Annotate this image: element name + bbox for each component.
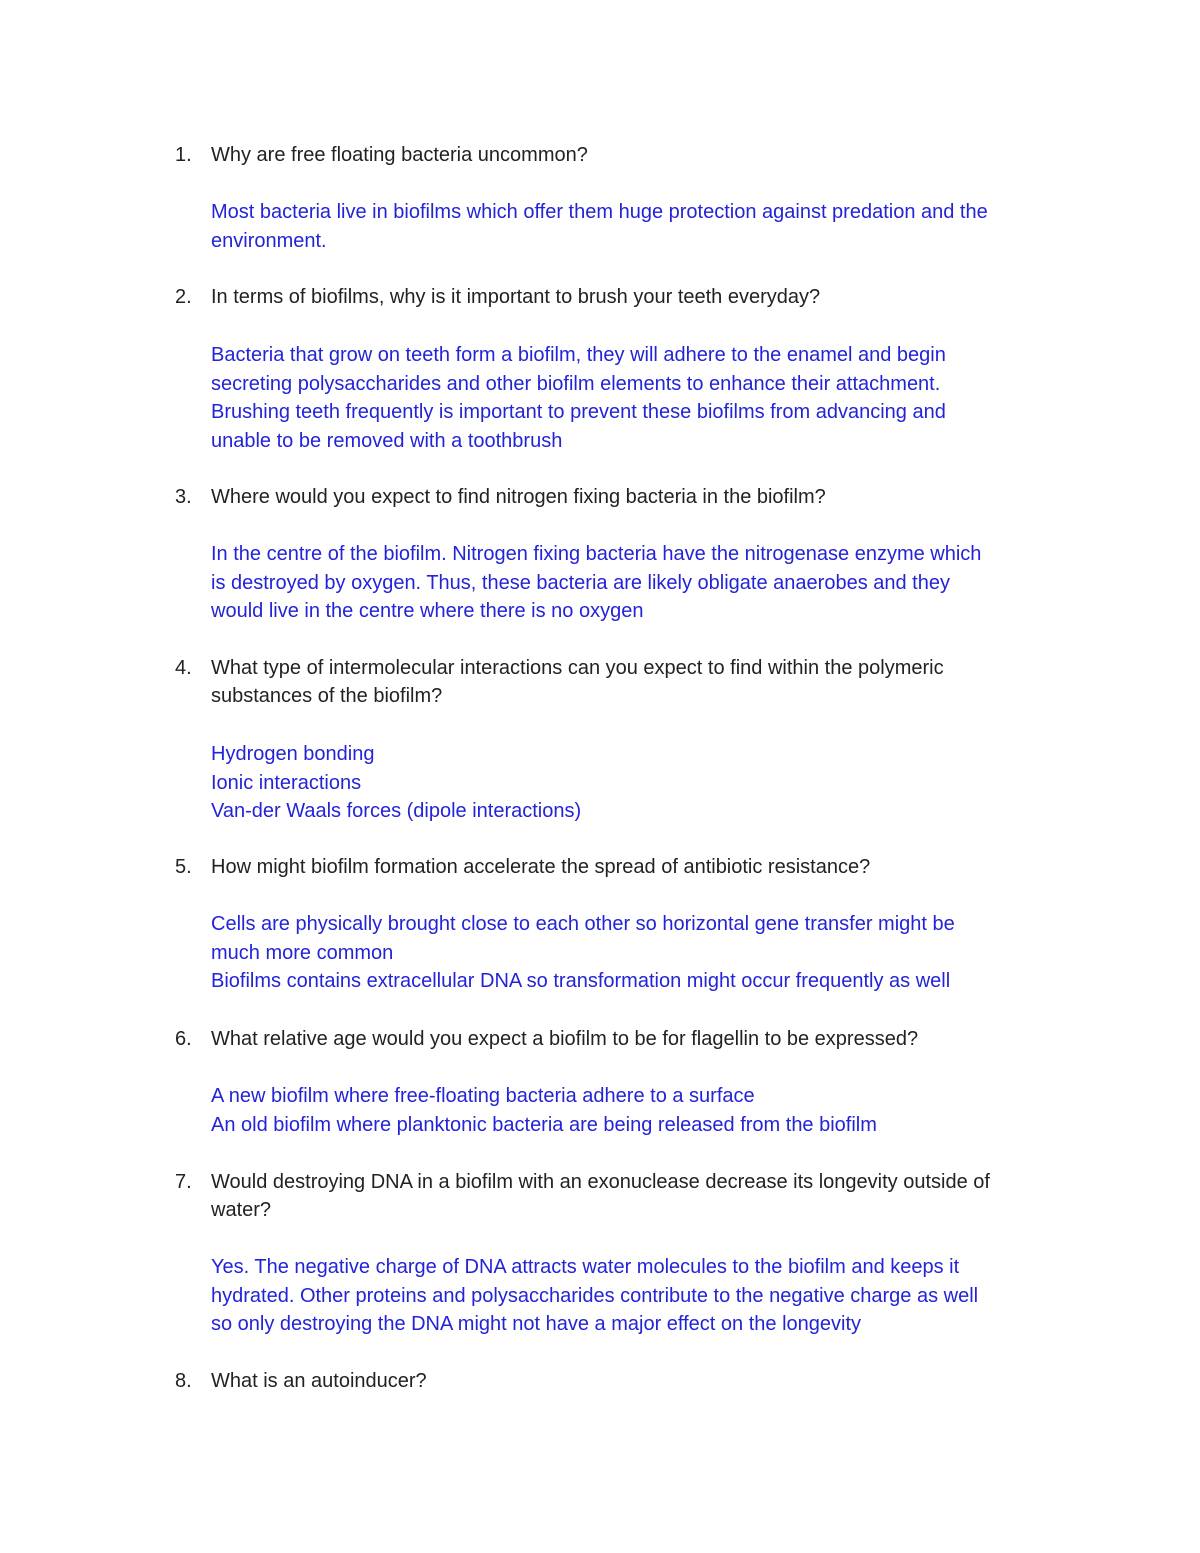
answer-text: [211, 198, 1071, 255]
question-line: What relative age would you expect a biofilm to be for flagellin to be expressed?: [211, 1028, 919, 1050]
question-text: [211, 1025, 1071, 1053]
answer-text: [211, 1253, 1071, 1339]
answer-line: An old biofilm where planktonic bacteria are being released from the biofilm: [211, 1113, 877, 1136]
question-number: 4.: [175, 657, 192, 679]
question-line: What is an autoinducer?: [211, 1370, 427, 1392]
answer-line: Yes. The negative charge of DNA attracts water molecules to the biofilm and keeps it: [211, 1256, 960, 1278]
question-text: [211, 283, 1071, 311]
answer-text: [211, 341, 1071, 455]
answer-text: [211, 740, 1071, 826]
answer-line: so only destroying the DNA might not have a major effect on the longevity: [211, 1313, 861, 1335]
answer-line: Most bacteria live in biofilms which offer them huge protection against predation and the: [211, 201, 988, 223]
answer-line: Hydrogen bonding: [211, 743, 375, 765]
answer-line: Brushing teeth frequently is important to prevent these biofilms from advancing and: [211, 401, 946, 423]
answer-text: [211, 540, 1071, 626]
question-number: 7.: [175, 1171, 192, 1193]
answer-line: would live in the centre where there is no oxygen: [211, 600, 644, 622]
question-number: 8.: [175, 1370, 192, 1392]
question-line: How might biofilm formation accelerate the spread of antibiotic resistance?: [211, 856, 871, 878]
answer-line: Van-der Waals forces (dipole interactions): [211, 800, 582, 822]
answer-line: Cells are physically brought close to each other so horizontal gene transfer might be: [211, 913, 955, 935]
answer-line: unable to be removed with a toothbrush: [211, 429, 563, 452]
question-line: What type of intermolecular interactions can you expect to find within the polymeric: [211, 657, 944, 679]
question-line: water?: [211, 1199, 272, 1221]
answer-line: A new biofilm where free-floating bacteria adhere to a surface: [211, 1085, 755, 1107]
question-text: [211, 654, 1071, 710]
answer-line: Biofilms contains extracellular DNA so transformation might occur frequently as well: [211, 970, 951, 992]
question-text: [211, 1168, 1071, 1224]
question-number: 6.: [175, 1028, 192, 1050]
question-line: Where would you expect to find nitrogen fixing bacteria in the biofilm?: [211, 486, 826, 508]
answer-line: In the centre of the biofilm. Nitrogen fixing bacteria have the nitrogenase enzyme which: [211, 543, 982, 565]
question-line: Would destroying DNA in a biofilm with an exonuclease decrease its longevity outside of: [211, 1171, 990, 1193]
answer-line: much more common: [211, 941, 394, 964]
answer-line: secreting polysaccharides and other biofilm elements to enhance their attachment.: [211, 372, 941, 395]
question-text: [211, 483, 1071, 511]
question-number: 1.: [175, 144, 192, 166]
answer-text: [211, 1082, 1071, 1139]
question-text: [211, 141, 1071, 169]
answer-line: Ionic interactions: [211, 771, 362, 794]
answer-line: hydrated. Other proteins and polysaccharides contribute to the negative charge as well: [211, 1284, 979, 1307]
question-line: substances of the biofilm?: [211, 685, 443, 707]
question-number: 5.: [175, 856, 192, 878]
answer-line: is destroyed by oxygen. Thus, these bacteria are likely obligate anaerobes and they: [211, 571, 950, 594]
question-line: In terms of biofilms, why is it important to brush your teeth everyday?: [211, 286, 821, 308]
answer-line: environment.: [211, 229, 327, 252]
question-number: 3.: [175, 486, 192, 508]
question-text: [211, 1367, 1071, 1395]
answer-line: Bacteria that grow on teeth form a biofilm, they will adhere to the enamel and begin: [211, 344, 946, 366]
question-number: 2.: [175, 286, 192, 308]
answer-text: [211, 910, 1071, 996]
question-text: [211, 853, 1071, 881]
question-line: Why are free floating bacteria uncommon?: [211, 144, 588, 166]
